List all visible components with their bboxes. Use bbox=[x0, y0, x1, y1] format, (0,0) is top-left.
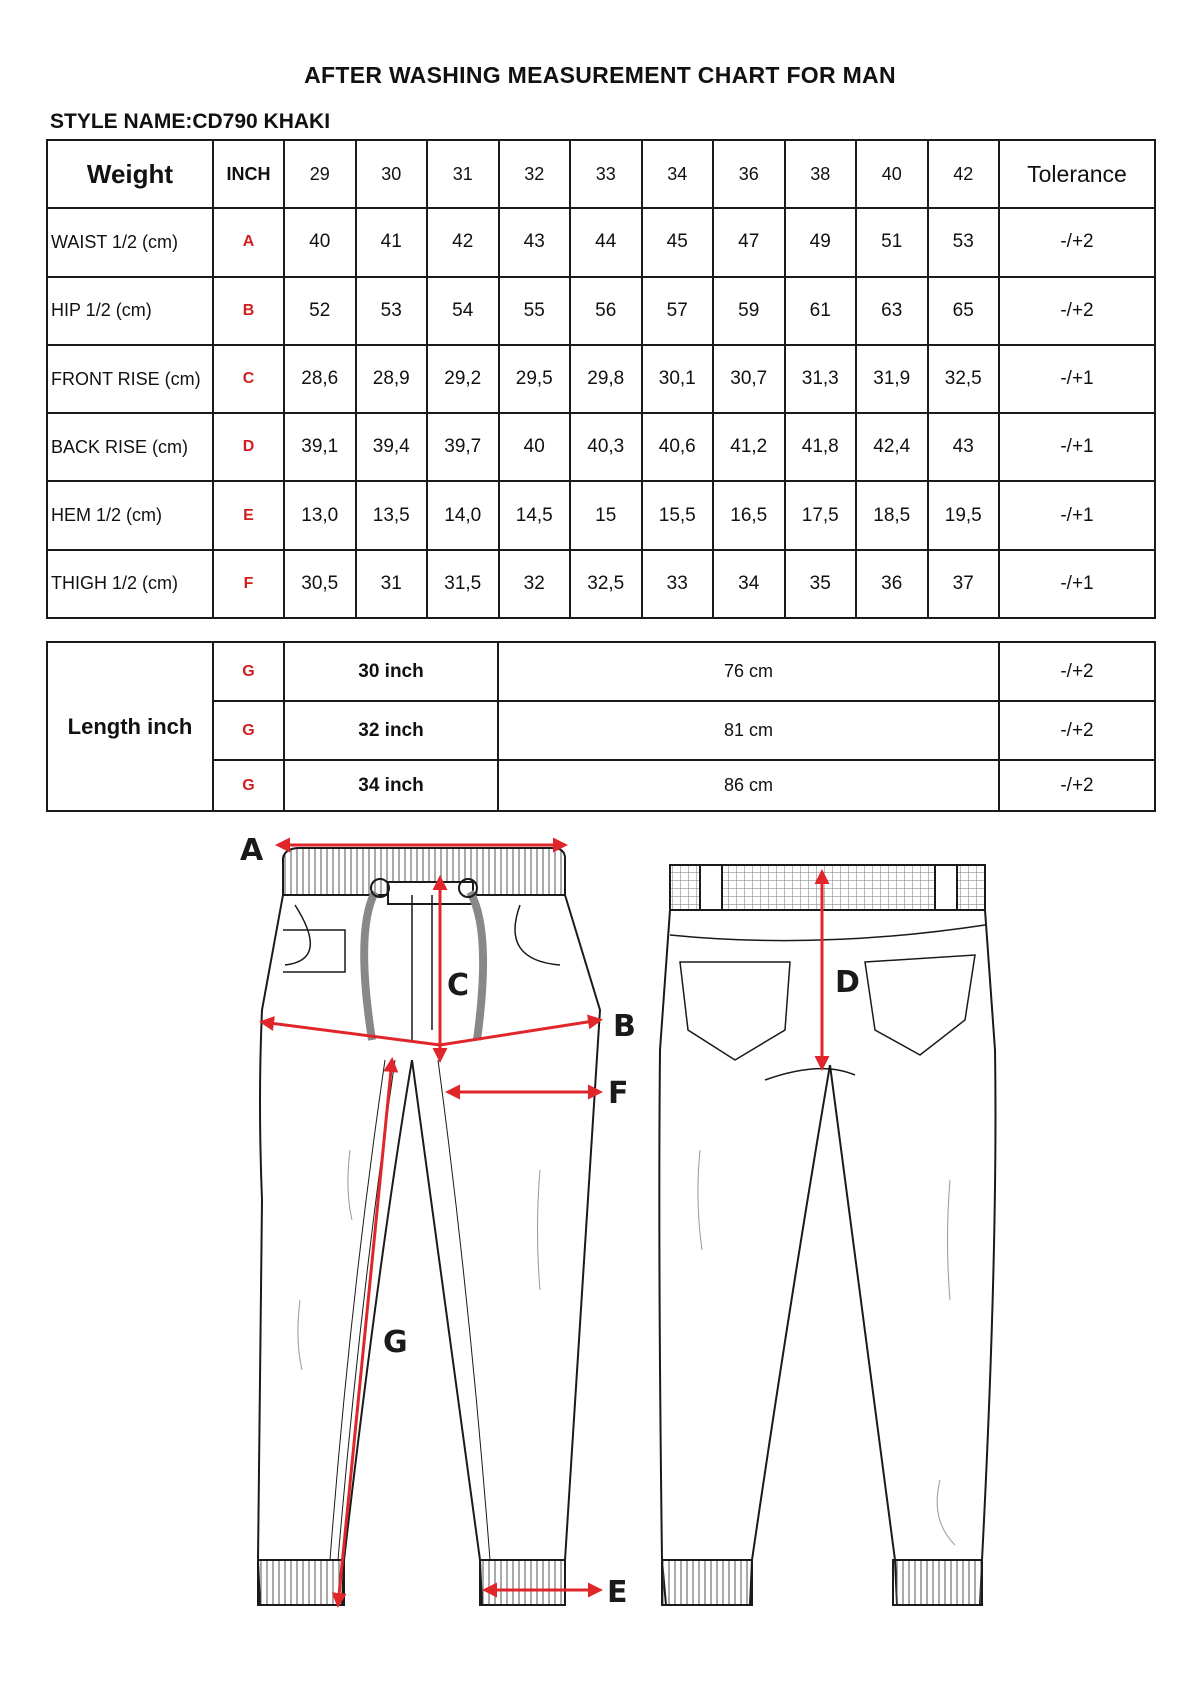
value-cell: 28,9 bbox=[356, 345, 428, 413]
measure-code: B bbox=[213, 277, 284, 345]
value-cell: 29,2 bbox=[427, 345, 499, 413]
value-cell: 39,7 bbox=[427, 413, 499, 481]
label-b: B bbox=[613, 1009, 636, 1044]
label-g: G bbox=[383, 1325, 408, 1360]
length-inch: 34 inch bbox=[284, 760, 498, 811]
chart-title: AFTER WASHING MEASUREMENT CHART FOR MAN bbox=[304, 62, 896, 88]
table-row bbox=[47, 413, 1155, 481]
measurement-label: THIGH 1/2 (cm) bbox=[47, 550, 213, 618]
table-row bbox=[47, 345, 1155, 413]
value-cell: 31,3 bbox=[785, 345, 857, 413]
inch-header: INCH bbox=[213, 140, 284, 208]
size-header: 40 bbox=[856, 140, 928, 208]
tolerance-cell: -/+1 bbox=[999, 345, 1155, 413]
size-header: 31 bbox=[427, 140, 499, 208]
length-cm: 86 cm bbox=[498, 760, 999, 811]
length-cm: 76 cm bbox=[498, 642, 999, 701]
table-row bbox=[47, 481, 1155, 549]
measure-code: F bbox=[213, 550, 284, 618]
value-cell: 15,5 bbox=[642, 481, 714, 549]
value-cell: 42 bbox=[427, 208, 499, 276]
label-d: D bbox=[835, 965, 860, 1000]
value-cell: 40,6 bbox=[642, 413, 714, 481]
value-cell: 42,4 bbox=[856, 413, 928, 481]
value-cell: 51 bbox=[856, 208, 928, 276]
value-cell: 41,8 bbox=[785, 413, 857, 481]
measurement-arrows bbox=[262, 845, 822, 1605]
value-cell: 61 bbox=[785, 277, 857, 345]
value-cell: 13,5 bbox=[356, 481, 428, 549]
value-cell: 53 bbox=[356, 277, 428, 345]
measure-code: G bbox=[213, 642, 284, 701]
value-cell: 30,5 bbox=[284, 550, 356, 618]
value-cell: 41 bbox=[356, 208, 428, 276]
label-f: F bbox=[608, 1076, 629, 1111]
tolerance-cell: -/+2 bbox=[999, 642, 1155, 701]
size-header: 29 bbox=[284, 140, 356, 208]
length-inch: 30 inch bbox=[284, 642, 498, 701]
label-e: E bbox=[607, 1575, 628, 1610]
value-cell: 31 bbox=[356, 550, 428, 618]
value-cell: 14,0 bbox=[427, 481, 499, 549]
measure-code: G bbox=[213, 701, 284, 760]
measurement-label: BACK RISE (cm) bbox=[47, 413, 213, 481]
tolerance-cell: -/+2 bbox=[999, 701, 1155, 760]
value-cell: 47 bbox=[713, 208, 785, 276]
table-row bbox=[47, 642, 1155, 701]
value-cell: 31,9 bbox=[856, 345, 928, 413]
tolerance-cell: -/+1 bbox=[999, 481, 1155, 549]
measure-code: G bbox=[213, 760, 284, 811]
table-row bbox=[47, 760, 1155, 811]
tolerance-cell: -/+2 bbox=[999, 277, 1155, 345]
value-cell: 40 bbox=[284, 208, 356, 276]
size-header: 30 bbox=[356, 140, 428, 208]
measurement-label: HEM 1/2 (cm) bbox=[47, 481, 213, 549]
value-cell: 32,5 bbox=[570, 550, 642, 618]
value-cell: 45 bbox=[642, 208, 714, 276]
value-cell: 15 bbox=[570, 481, 642, 549]
measurement-label: WAIST 1/2 (cm) bbox=[47, 208, 213, 276]
value-cell: 32,5 bbox=[928, 345, 1000, 413]
value-cell: 17,5 bbox=[785, 481, 857, 549]
length-table bbox=[46, 641, 1156, 812]
value-cell: 39,4 bbox=[356, 413, 428, 481]
value-cell: 40 bbox=[499, 413, 571, 481]
value-cell: 55 bbox=[499, 277, 571, 345]
value-cell: 53 bbox=[928, 208, 1000, 276]
front-pants-drawing bbox=[258, 848, 600, 1605]
size-measurement-table bbox=[46, 139, 1156, 619]
value-cell: 40,3 bbox=[570, 413, 642, 481]
value-cell: 29,8 bbox=[570, 345, 642, 413]
value-cell: 56 bbox=[570, 277, 642, 345]
size-header: 42 bbox=[928, 140, 1000, 208]
value-cell: 43 bbox=[499, 208, 571, 276]
value-cell: 14,5 bbox=[499, 481, 571, 549]
tolerance-cell: -/+2 bbox=[999, 760, 1155, 811]
value-cell: 34 bbox=[713, 550, 785, 618]
value-cell: 36 bbox=[856, 550, 928, 618]
value-cell: 59 bbox=[713, 277, 785, 345]
value-cell: 16,5 bbox=[713, 481, 785, 549]
value-cell: 32 bbox=[499, 550, 571, 618]
table-row bbox=[47, 208, 1155, 276]
value-cell: 52 bbox=[284, 277, 356, 345]
size-header: 33 bbox=[570, 140, 642, 208]
value-cell: 63 bbox=[856, 277, 928, 345]
label-a: A bbox=[240, 833, 264, 868]
size-header: 38 bbox=[785, 140, 857, 208]
value-cell: 39,1 bbox=[284, 413, 356, 481]
value-cell: 65 bbox=[928, 277, 1000, 345]
value-cell: 57 bbox=[642, 277, 714, 345]
size-header: 34 bbox=[642, 140, 714, 208]
measurement-label: HIP 1/2 (cm) bbox=[47, 277, 213, 345]
value-cell: 41,2 bbox=[713, 413, 785, 481]
value-cell: 28,6 bbox=[284, 345, 356, 413]
measure-code: D bbox=[213, 413, 284, 481]
value-cell: 43 bbox=[928, 413, 1000, 481]
tolerance-header: Tolerance bbox=[999, 140, 1155, 208]
table-row bbox=[47, 701, 1155, 760]
tolerance-cell: -/+1 bbox=[999, 413, 1155, 481]
label-c: C bbox=[447, 968, 470, 1003]
value-cell: 29,5 bbox=[499, 345, 571, 413]
length-cm: 81 cm bbox=[498, 701, 999, 760]
value-cell: 30,1 bbox=[642, 345, 714, 413]
back-pants-drawing bbox=[659, 865, 995, 1605]
value-cell: 37 bbox=[928, 550, 1000, 618]
table-row bbox=[47, 550, 1155, 618]
value-cell: 35 bbox=[785, 550, 857, 618]
value-cell: 18,5 bbox=[856, 481, 928, 549]
value-cell: 49 bbox=[785, 208, 857, 276]
length-inch: 32 inch bbox=[284, 701, 498, 760]
tolerance-cell: -/+1 bbox=[999, 550, 1155, 618]
table-header-row bbox=[47, 140, 1155, 208]
style-name: STYLE NAME:CD790 KHAKI bbox=[50, 110, 331, 133]
value-cell: 30,7 bbox=[713, 345, 785, 413]
value-cell: 31,5 bbox=[427, 550, 499, 618]
value-cell: 44 bbox=[570, 208, 642, 276]
size-header: 36 bbox=[713, 140, 785, 208]
measure-code: C bbox=[213, 345, 284, 413]
value-cell: 54 bbox=[427, 277, 499, 345]
measurement-label: FRONT RISE (cm) bbox=[47, 345, 213, 413]
value-cell: 13,0 bbox=[284, 481, 356, 549]
table-row bbox=[47, 277, 1155, 345]
arrow-b bbox=[262, 1020, 600, 1045]
measure-code: E bbox=[213, 481, 284, 549]
size-header: 32 bbox=[499, 140, 571, 208]
pants-diagram bbox=[0, 820, 1200, 1620]
value-cell: 33 bbox=[642, 550, 714, 618]
length-label: Length inch bbox=[47, 642, 213, 811]
tolerance-cell: -/+2 bbox=[999, 208, 1155, 276]
value-cell: 19,5 bbox=[928, 481, 1000, 549]
measure-code: A bbox=[213, 208, 284, 276]
weight-header: Weight bbox=[47, 140, 213, 208]
